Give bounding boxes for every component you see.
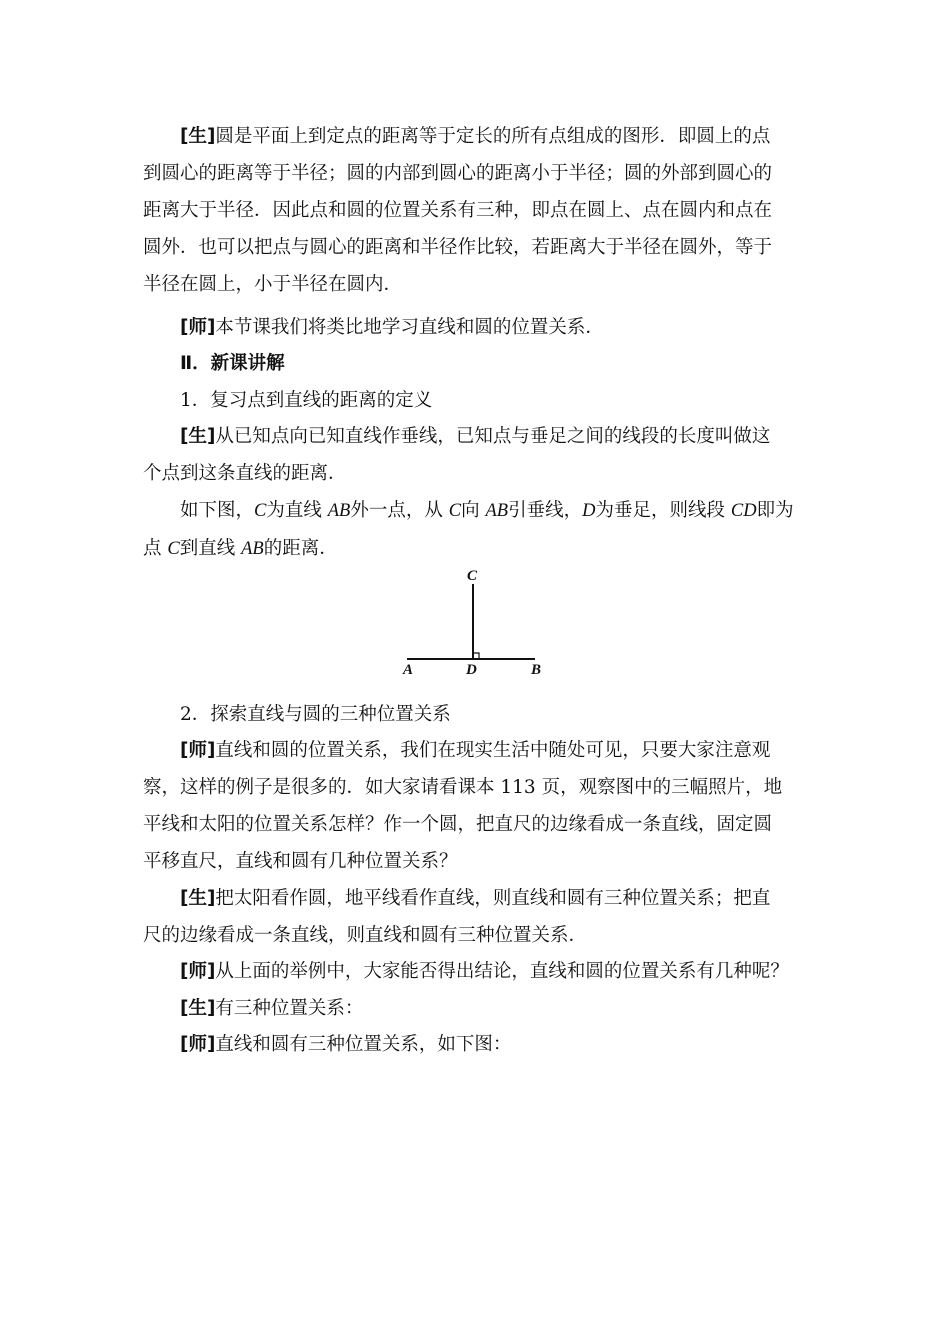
label-a: A bbox=[403, 662, 414, 678]
teacher-tag: [师] bbox=[180, 317, 216, 338]
paragraph-student-answer: [生]把太阳看作圆，地平线看作直线，则直线和圆有三种位置关系；把直 尺的边缘看成一条直线，则直线和圆有三种位置关系． bbox=[143, 888, 771, 946]
student-tag: [生] bbox=[180, 888, 216, 909]
teacher-tag: [师] bbox=[180, 961, 216, 982]
paragraph-figure-explanation: 如下图，C为直线 AB外一点，从 C向 AB引垂线，D为垂足，则线段 CD即为 点 C到直线 AB的距离． bbox=[143, 500, 794, 559]
label-c: C bbox=[467, 568, 478, 584]
paragraph-student-three: [生]有三种位置关系： bbox=[180, 998, 364, 1019]
student-tag: [生] bbox=[180, 998, 216, 1019]
label-d: D bbox=[466, 662, 477, 678]
paragraph-teacher-question: [师]从上面的举例中，大家能否得出结论，直线和圆的位置关系有几种呢？ bbox=[180, 961, 789, 982]
item-1-heading: 1．复习点到直线的距离的定义 bbox=[180, 390, 433, 411]
student-tag: [生] bbox=[180, 126, 216, 147]
perpendicular-figure bbox=[395, 562, 555, 682]
teacher-tag: [师] bbox=[180, 1034, 216, 1055]
paragraph-teacher-observe: [师]直线和圆的位置关系，我们在现实生活中随处可见，只要大家注意观 察，这样的例子是很多的．如大家请看课本 113 页，观察图中的三幅照片，地 平线和太阳的位置关系怎样？作一个圆，把直尺的边缘看成一条直线，固定圆 平移直尺，直线和圆有几种位置关系？ bbox=[143, 740, 783, 872]
item-2-heading: 2．探索直线与圆的三种位置关系 bbox=[180, 704, 451, 725]
student-tag: [生] bbox=[180, 426, 216, 447]
paragraph-distance-definition: [生]从已知点向已知直线作垂线，已知点与垂足之间的线段的长度叫做这 个点到这条直线的距离． bbox=[143, 426, 771, 484]
paragraph-teacher-figure: [师]直线和圆有三种位置关系，如下图： bbox=[180, 1034, 512, 1055]
section-heading: Ⅱ．新课讲解 bbox=[180, 353, 285, 374]
paragraph-circle-definition: [生]圆是平面上到定点的距离等于定长的所有点组成的图形．即圆上的点 到圆心的距离等于半径；圆的内部到圆心的距离小于半径；圆的外部到圆心的 距离大于半径．因此点和圆的位置关系有三种，即点在圆上、点在圆内和点在 圆外．也可以把点与圆心的距离和半径作比较，若距离大于半径在圆外，等于 半径在圆上，小于半径在圆内． bbox=[143, 126, 773, 295]
label-b: B bbox=[531, 662, 542, 678]
teacher-tag: [师] bbox=[180, 740, 216, 761]
paragraph-teacher-intro: [师]本节课我们将类比地学习直线和圆的位置关系． bbox=[180, 317, 604, 338]
